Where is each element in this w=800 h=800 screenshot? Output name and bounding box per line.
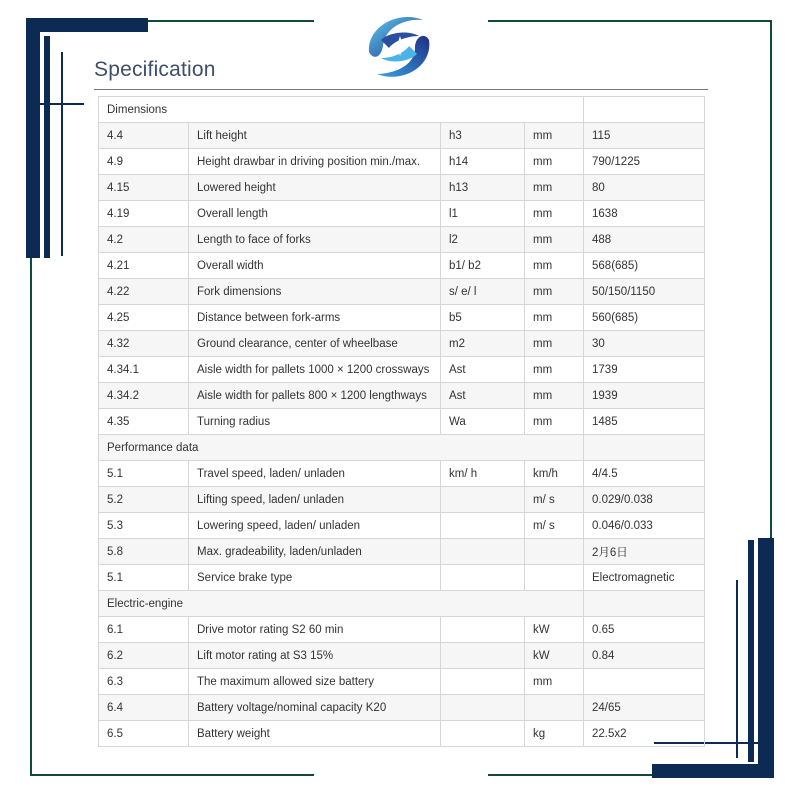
spec-parameter: Overall length [189,201,441,227]
spec-value: 2月6日 [584,539,705,565]
spec-parameter: Lift height [189,123,441,149]
section-title: Dimensions [99,97,584,123]
table-row [99,461,705,487]
table-row [99,695,705,721]
table-row [99,123,705,149]
spec-value: 1739 [584,357,705,383]
frame-cross-right-vertical [736,580,738,758]
spec-unit: m/ s [525,513,584,539]
spec-unit [525,695,584,721]
frame-left-inner-bar [44,36,50,258]
spec-code: 5.2 [99,487,189,513]
spec-code: 5.3 [99,513,189,539]
page-title: Specification [94,58,216,81]
spec-symbol [441,617,525,643]
spec-symbol: h14 [441,149,525,175]
spec-code: 4.35 [99,409,189,435]
spec-code: 5.1 [99,565,189,591]
spec-value: 80 [584,175,705,201]
spec-unit: mm [525,383,584,409]
spec-unit: mm [525,175,584,201]
spec-value: 0.046/0.033 [584,513,705,539]
spec-code: 4.34.2 [99,383,189,409]
spec-value: 30 [584,331,705,357]
spec-value: 22.5x2 [584,721,705,747]
spec-parameter: Service brake type [189,565,441,591]
table-row [99,305,705,331]
table-row [99,513,705,539]
spec-code: 4.4 [99,123,189,149]
table-row [99,617,705,643]
spec-unit: mm [525,253,584,279]
table-row [99,721,705,747]
spec-parameter: Drive motor rating S2 60 min [189,617,441,643]
spec-code: 4.25 [99,305,189,331]
spec-parameter: Ground clearance, center of wheelbase [189,331,441,357]
frame-bottom-right-bar [652,764,774,778]
table-row [99,175,705,201]
spec-unit: m/ s [525,487,584,513]
spec-code: 6.5 [99,721,189,747]
spec-symbol: b5 [441,305,525,331]
spec-symbol: m2 [441,331,525,357]
spec-symbol [441,669,525,695]
spec-unit: mm [525,409,584,435]
spec-code: 5.1 [99,461,189,487]
spec-symbol: h3 [441,123,525,149]
spec-code: 4.22 [99,279,189,305]
spec-code: 4.9 [99,149,189,175]
table-row [99,565,705,591]
spec-unit: km/h [525,461,584,487]
spec-unit: mm [525,669,584,695]
spec-value: 24/65 [584,695,705,721]
spec-symbol [441,513,525,539]
frame-cross-vertical [61,52,63,256]
spec-value: 0.65 [584,617,705,643]
table-row [99,487,705,513]
spec-unit [525,565,584,591]
spec-symbol: Ast [441,383,525,409]
spec-parameter: Battery voltage/nominal capacity K20 [189,695,441,721]
spec-symbol [441,565,525,591]
frame-bottom-left-line [30,774,314,776]
spec-symbol: km/ h [441,461,525,487]
spec-code: 6.4 [99,695,189,721]
section-header-row [99,435,705,461]
spec-unit: mm [525,331,584,357]
frame-top-right-line [488,20,772,22]
spec-parameter: Length to face of forks [189,227,441,253]
spec-parameter: Travel speed, laden/ unladen [189,461,441,487]
spec-code: 4.34.1 [99,357,189,383]
spec-value: 0.84 [584,643,705,669]
table-row [99,357,705,383]
spec-value: 50/150/1150 [584,279,705,305]
spec-symbol [441,721,525,747]
spec-parameter: Lowering speed, laden/ unladen [189,513,441,539]
spec-value: 1485 [584,409,705,435]
spec-unit: kg [525,721,584,747]
spec-parameter: Max. gradeability, laden/unladen [189,539,441,565]
spec-value: 1939 [584,383,705,409]
spec-code: 4.21 [99,253,189,279]
specification-table [98,96,705,747]
frame-top-left-bar [26,18,148,32]
table-row [99,227,705,253]
spec-value: 0.029/0.038 [584,487,705,513]
spec-parameter: Lift motor rating at S3 15% [189,643,441,669]
spec-symbol: Wa [441,409,525,435]
spec-code: 6.3 [99,669,189,695]
spec-code: 6.2 [99,643,189,669]
spec-value: 488 [584,227,705,253]
section-header-row [99,591,705,617]
spec-parameter: Overall width [189,253,441,279]
frame-right-bar [758,538,774,778]
spec-code: 5.8 [99,539,189,565]
spec-parameter: Aisle width for pallets 1000 × 1200 crossways [189,357,441,383]
spec-symbol: l2 [441,227,525,253]
spec-parameter: Lowered height [189,175,441,201]
spec-parameter: Height drawbar in driving position min./max. [189,149,441,175]
company-logo-icon [359,6,439,86]
spec-code: 6.1 [99,617,189,643]
table-row [99,383,705,409]
table-row [99,409,705,435]
spec-code: 4.2 [99,227,189,253]
spec-value: 560(685) [584,305,705,331]
spec-code: 4.15 [99,175,189,201]
spec-unit: mm [525,123,584,149]
spec-value [584,669,705,695]
spec-symbol: s/ e/ l [441,279,525,305]
spec-unit: mm [525,357,584,383]
spec-code: 4.32 [99,331,189,357]
spec-unit: mm [525,149,584,175]
frame-right-line [770,20,772,538]
spec-value: 568(685) [584,253,705,279]
spec-unit: mm [525,227,584,253]
table-row [99,539,705,565]
spec-value: Electromagnetic [584,565,705,591]
spec-symbol [441,487,525,513]
spec-parameter: Lifting speed, laden/ unladen [189,487,441,513]
section-title: Performance data [99,435,584,461]
section-empty-cell [584,591,705,617]
title-divider [94,89,708,90]
spec-unit: kW [525,643,584,669]
table-row [99,331,705,357]
spec-unit [525,539,584,565]
spec-parameter: Fork dimensions [189,279,441,305]
table-row [99,669,705,695]
spec-unit: mm [525,201,584,227]
section-header-row [99,97,705,123]
spec-parameter: The maximum allowed size battery [189,669,441,695]
spec-symbol: b1/ b2 [441,253,525,279]
spec-symbol: Ast [441,357,525,383]
frame-top-left-line [148,20,314,22]
spec-parameter: Battery weight [189,721,441,747]
spec-symbol: l1 [441,201,525,227]
section-empty-cell [584,435,705,461]
spec-symbol [441,695,525,721]
spec-symbol [441,539,525,565]
spec-value: 4/4.5 [584,461,705,487]
frame-left-line [30,258,32,776]
frame-left-bar [26,18,40,258]
frame-right-inner-bar [748,540,754,762]
spec-parameter: Aisle width for pallets 800 × 1200 lengthways [189,383,441,409]
spec-symbol [441,643,525,669]
spec-code: 4.19 [99,201,189,227]
table-row [99,201,705,227]
table-row [99,279,705,305]
table-row [99,253,705,279]
spec-value: 115 [584,123,705,149]
spec-value: 790/1225 [584,149,705,175]
spec-unit: mm [525,305,584,331]
spec-parameter: Turning radius [189,409,441,435]
spec-unit: kW [525,617,584,643]
section-empty-cell [584,97,705,123]
spec-symbol: h13 [441,175,525,201]
spec-value: 1638 [584,201,705,227]
table-row [99,643,705,669]
section-title: Electric-engine [99,591,584,617]
spec-parameter: Distance between fork-arms [189,305,441,331]
table-row [99,149,705,175]
spec-unit: mm [525,279,584,305]
frame-bottom-right-line [488,774,652,776]
